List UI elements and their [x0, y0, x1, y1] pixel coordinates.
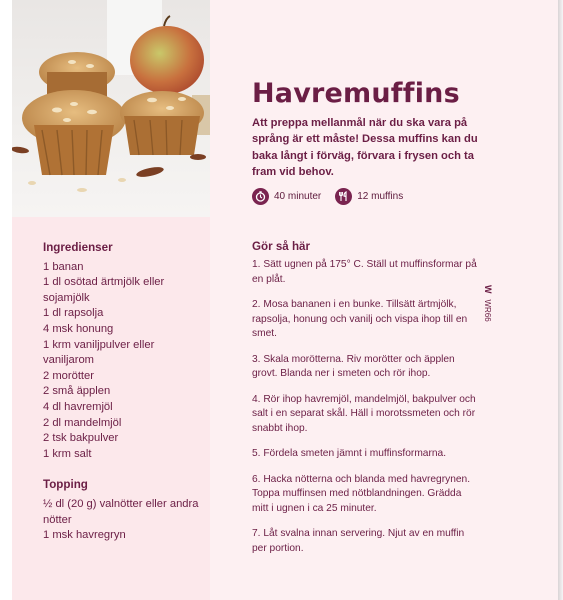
ingredient-item: 2 dl mandelmjöl [43, 416, 122, 429]
topping-list [43, 497, 203, 544]
ingredients-heading: Ingredienser [43, 241, 113, 254]
method-step: 1. Sätt ugnen på 175° C. Ställ ut muffinsformar på en plåt. [252, 259, 477, 285]
ingredient-item: 2 tsk bakpulver [43, 432, 119, 445]
code-label: WR66 [483, 299, 493, 322]
ingredient-item: 2 morötter [43, 369, 94, 382]
method-step: 7. Låt svalna innan servering. Njut av en muffin per portion. [252, 528, 465, 554]
cutlery-icon [335, 188, 352, 205]
recipe-title: Havremuffins [252, 78, 460, 109]
ingredient-item: 1 banan [43, 260, 84, 273]
recipe-intro: Att preppa mellanmål när du ska vara på språng är ett måste! Dessa muffins kan du baka långt i förväg, förvara i frysen och ta fram vid behov. [252, 117, 478, 178]
method-step: 4. Rör ihop havremjöl, mandelmjöl, bakpulver och salt i en separat skål. Häll i morotssmeten och rör snabbt ihop. [252, 393, 476, 434]
page-edge [558, 0, 563, 600]
method-step: 5. Fördela smeten jämnt i muffinsformarna. [252, 448, 447, 460]
ingredients-column [43, 240, 203, 544]
ingredient-item: 1 krm vaniljpulver eller vaniljarom [43, 338, 155, 367]
recipe-code [478, 285, 498, 345]
ingredient-item: 2 små äpplen [43, 385, 111, 398]
method-column [252, 240, 477, 567]
ingredient-item: 1 krm salt [43, 447, 92, 460]
muffin-photo [12, 0, 210, 217]
muffin-photo-illustration [12, 0, 210, 217]
topping-item: 1 msk havregryn [43, 529, 126, 542]
ingredient-item: 4 dl havremjöl [43, 400, 113, 413]
topping-item: ½ dl (20 g) valnötter eller andra nötter [43, 497, 199, 526]
method-step: 6. Hacka nötterna och blanda med havregrynen. Toppa muffinsen med nötblandningen. Grädda mitt i ugnen i ca 25 minuter. [252, 473, 471, 514]
ingredients-list [43, 260, 203, 463]
topping-heading: Topping [43, 478, 88, 492]
ingredient-item: 4 msk honung [43, 322, 114, 335]
time-value: 40 minuter [274, 190, 322, 202]
ingredient-item: 1 dl rapsolja [43, 307, 104, 320]
method-step: 3. Skala morötterna. Riv morötter och äpplen grovt. Blanda ner i smeten och rör ihop. [252, 353, 455, 380]
method-step: 2. Mosa bananen i en bunke. Tillsätt ärtmjölk, rapsolja, honung och vanilj och vispa ihop till en smet. [252, 299, 468, 340]
ingredient-item: 1 dl osötad ärtmjölk eller sojamjölk [43, 276, 165, 304]
method-heading: Gör så här [252, 240, 310, 253]
code-mark: W [483, 285, 493, 294]
yield-value: 12 muffins [357, 190, 404, 202]
timer-icon [252, 188, 269, 205]
recipe-meta [252, 186, 403, 206]
